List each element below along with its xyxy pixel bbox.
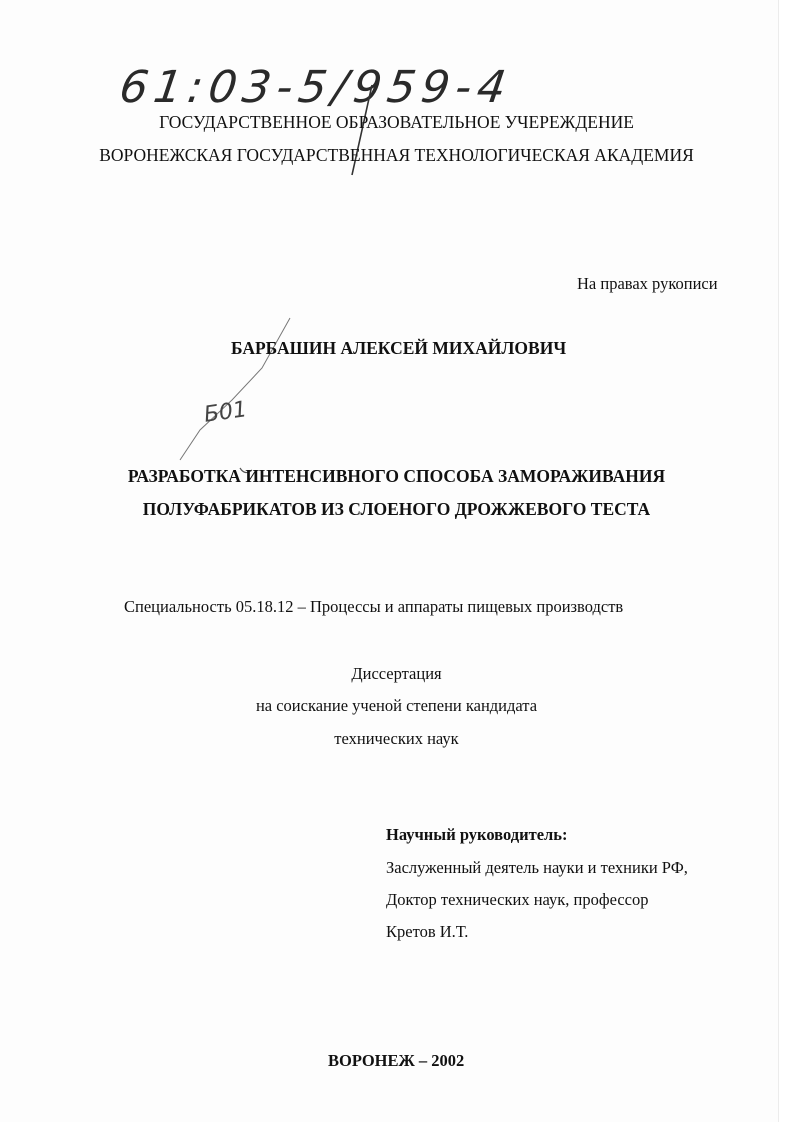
author-name: БАРБАШИН АЛЕКСЕЙ МИХАЙЛОВИЧ [231, 338, 567, 358]
archive-code-handwritten: 61:03-5/959-4 [116, 62, 515, 113]
handwritten-mark: Б01 [202, 397, 249, 428]
specialty: Специальность 05.18.12 – Процессы и аппараты пищевых производств [124, 597, 624, 616]
supervisor-title-2: Доктор технических наук, профессор [386, 890, 649, 909]
title-line-1: РАЗРАБОТКА ИНТЕНСИВНОГО СПОСОБА ЗАМОРАЖИВАНИЯ [127, 466, 666, 486]
institution-line-2: ВОРОНЕЖСКАЯ ГОСУДАРСТВЕННАЯ ТЕХНОЛОГИЧЕСКАЯ АКАДЕМИЯ [99, 145, 694, 165]
institution-line-1: ГОСУДАРСТВЕННОЕ ОБРАЗОВАТЕЛЬНОЕ УЧЕРЕЖДЕНИЕ [159, 112, 634, 132]
supervisor-title-1: Заслуженный деятель науки и техники РФ, [386, 858, 688, 877]
degree-line-1: на соискание ученой степени кандидата [255, 696, 538, 715]
supervisor-heading: Научный руководитель: [386, 825, 568, 844]
work-type: Диссертация [351, 664, 442, 683]
city-year: ВОРОНЕЖ – 2002 [328, 1051, 465, 1070]
degree-line-2: технических наук [334, 729, 459, 748]
title-line-2: ПОЛУФАБРИКАТОВ ИЗ СЛОЕНОГО ДРОЖЖЕВОГО ТЕСТА [142, 499, 651, 519]
supervisor-name: Кретов И.Т. [386, 922, 469, 941]
manuscript-note: На правах рукописи [577, 274, 718, 293]
